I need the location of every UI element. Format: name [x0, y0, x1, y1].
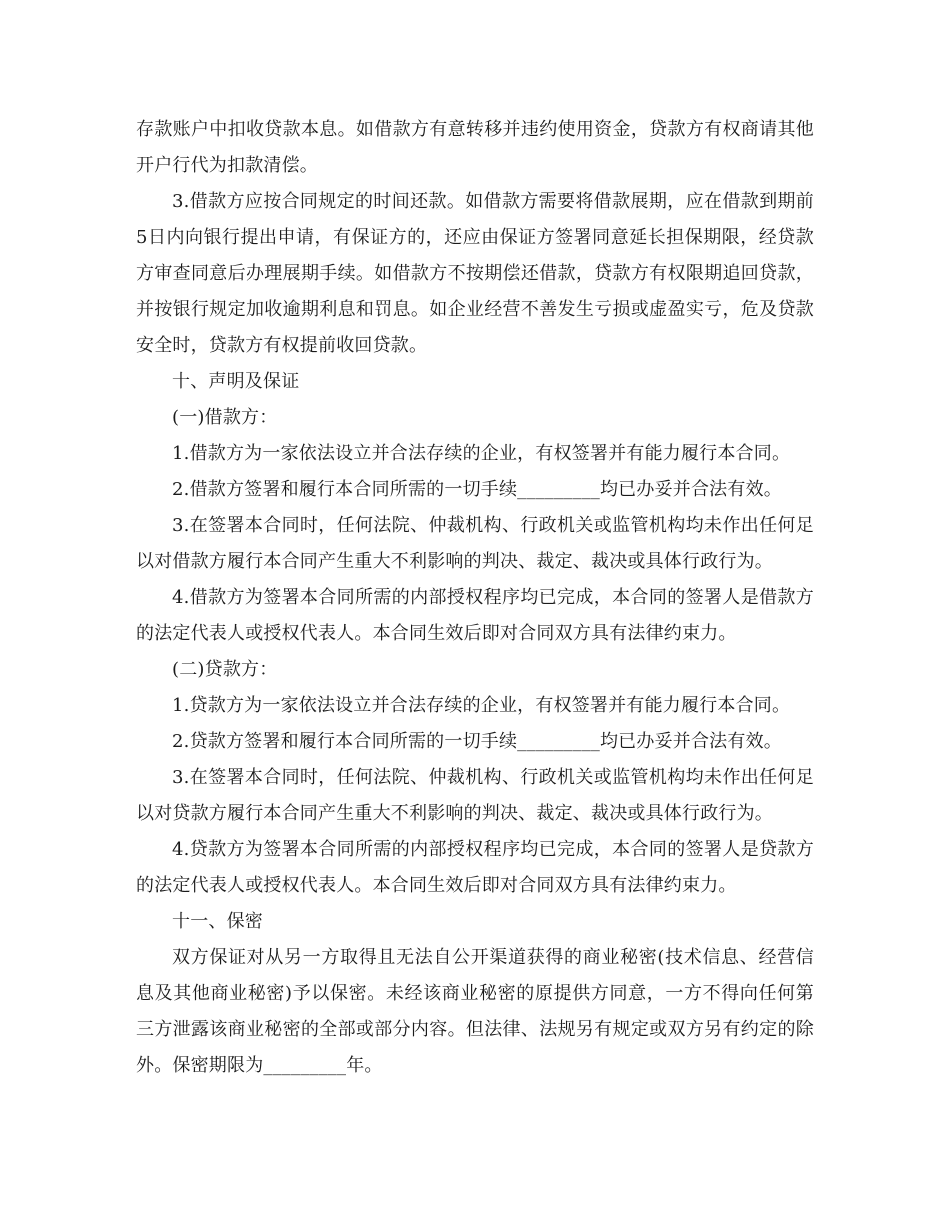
subheading-lender: (二)贷款方：: [172, 659, 278, 680]
section-heading-11: 十一、保密: [172, 911, 263, 932]
paragraph-clause-3-repayment: 3.借款方应按合同规定的时间还款。如借款方需要将借款展期，应在借款到期前5日内向银行提出申请，有保证方的，还应由保证方签署同意延长担保期限，经贷款方审查同意后办理展期手续。如借款方不按期偿还借款，贷款方有权限期追回贷款，并按银行规定加收逾期利息和罚息。如企业经营不善发生亏损或虚盈实亏，危及贷款安全时，贷款方有权提前收回贷款。: [136, 191, 814, 356]
paragraph-lender-4: 4.贷款方为签署本合同所需的内部授权程序均已完成，本合同的签署人是贷款方的法定代表人或授权代表人。本合同生效后即对合同双方具有法律约束力。: [136, 839, 814, 896]
paragraph-confidentiality: 双方保证对从另一方取得且无法自公开渠道获得的商业秘密(技术信息、经营信息及其他商业秘密)予以保密。未经该商业秘密的原提供方同意，一方不得向任何第三方泄露该商业秘密的全部或部分内容。但法律、法规另有规定或双方另有约定的除外。保密期限为_________年。: [136, 947, 814, 1076]
paragraph-borrower-2: 2.借款方签署和履行本合同所需的一切手续_________均已办妥并合法有效。: [172, 479, 782, 500]
paragraph-lender-3: 3.在签署本合同时，任何法院、仲裁机构、行政机关或监管机构均未作出任何足以对贷款方履行本合同产生重大不利影响的判决、裁定、裁决或具体行政行为。: [136, 767, 814, 824]
paragraph-lender-1: 1.贷款方为一家依法设立并合法存续的企业，有权签署并有能力履行本合同。: [172, 695, 791, 716]
paragraph-borrower-1: 1.借款方为一家依法设立并合法存续的企业，有权签署并有能力履行本合同。: [172, 443, 791, 464]
section-heading-10: 十、声明及保证: [172, 371, 300, 392]
paragraph-borrower-3: 3.在签署本合同时，任何法院、仲裁机构、行政机关或监管机构均未作出任何足以对借款方履行本合同产生重大不利影响的判决、裁定、裁决或具体行政行为。: [136, 515, 814, 572]
paragraph-borrower-4: 4.借款方为签署本合同所需的内部授权程序均已完成，本合同的签署人是借款方的法定代表人或授权代表人。本合同生效后即对合同双方具有法律约束力。: [136, 587, 814, 644]
paragraph-continuation: 存款账户中扣收贷款本息。如借款方有意转移并违约使用资金，贷款方有权商请其他开户行代为扣款清偿。: [136, 119, 814, 176]
subheading-borrower: (一)借款方：: [172, 407, 278, 428]
paragraph-lender-2: 2.贷款方签署和履行本合同所需的一切手续_________均已办妥并合法有效。: [172, 731, 782, 752]
